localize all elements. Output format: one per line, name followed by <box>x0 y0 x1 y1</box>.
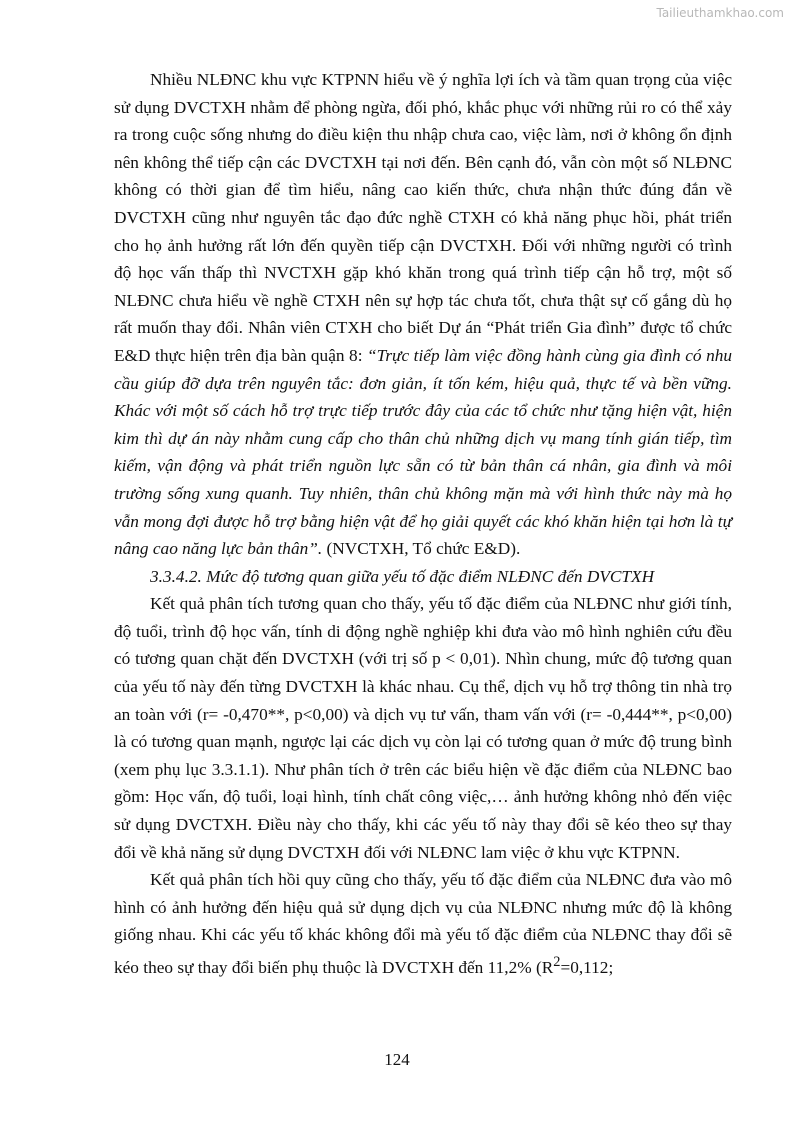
paragraph-3 <box>114 866 732 981</box>
watermark: Tailieuthamkhao.com <box>656 6 784 20</box>
paragraph-3-text: Kết quả phân tích hồi quy cũng cho thấy, yếu tố đặc điểm của NLĐNC đưa vào mô hình có ảnh hưởng đến hiệu quả sử dụng dịch vụ của NLĐNC nhưng mức độ là không giống nhau. Khi các yếu tố khác không đổi mà yếu tố đặc điểm của NLĐNC thay đổi sẽ kéo theo sự thay đổi biến phụ thuộc là DVCTXH đến 11,2% (R <box>114 870 732 977</box>
paragraph-1 <box>114 66 732 563</box>
paragraph-2: Kết quả phân tích tương quan cho thấy, yếu tố đặc điểm của NLĐNC như giới tính, độ tuổi, trình độ học vấn, tính di động nghề nghiệp khi đưa vào mô hình nghiên cứu đều có tương quan chặt đến DVCTXH (với trị số p < 0,01). Nhìn chung, mức độ tương quan của yếu tố này đến từng DVCTXH là khác nhau. Cụ thể, dịch vụ hỗ trợ thông tin nhà trọ an toàn với (r= -0,470**, p<0,00) và dịch vụ tư vấn, tham vấn với (r= -0,444**, p<0,00) là có tương quan mạnh, ngược lại các dịch vụ còn lại có tương quan ở mức độ trung bình (xem phụ lục 3.3.1.1). Như phân tích ở trên các biểu hiện về đặc điểm của NLĐNC bao gồm: Học vấn, độ tuổi, loại hình, tính chất công việc,… ảnh hưởng không nhỏ đến việc sử dụng DVCTXH. Điều này cho thấy, khi các yếu tố này thay đổi sẽ kéo theo sự thay đổi về khả năng sử dụng DVCTXH đối với NLĐNC lam việc ở khu vực KTPNN. <box>114 594 732 862</box>
paragraph-1-text: Nhiều NLĐNC khu vực KTPNN hiểu về ý nghĩa lợi ích và tầm quan trọng của việc sử dụng DVCTXH nhằm để phòng ngừa, đối phó, khắc phục với những rủi ro có thể xảy ra trong cuộc sống nhưng do điều kiện thu nhập chưa cao, việc làm, nơi ở không ổn định nên không thể tiếp cận các DVCTXH tại nơi đến. Bên cạnh đó, vẫn còn một số NLĐNC không có thời gian để tìm hiểu, nâng cao kiến thức, chưa nhận thức đúng đắn về DVCTXH cũng như nguyên tắc đạo đức nghề CTXH có khả năng phục hồi, phát triển cho họ ảnh hưởng rất lớn đến quyền tiếp cận DVCTXH. Đối với những người có trình độ học vấn thấp thì NVCTXH gặp khó khăn trong quá trình tiếp cận hỗ trợ, một số NLĐNC chưa hiểu về nghề CTXH nên sự hợp tác chưa tốt, chưa thật sự cố gắng dù họ rất muốn thay đổi. Nhân viên CTXH cho biết Dự án “Phát triển Gia đình” được tổ chức E&D thực hiện trên địa bàn quận 8: <box>114 70 732 365</box>
page-number: 124 <box>384 1050 410 1069</box>
section-heading: 3.3.4.2. Mức độ tương quan giữa yếu tố đặc điểm NLĐNC đến DVCTXH <box>150 566 655 586</box>
paragraph-3-tail: =0,112; <box>560 957 614 977</box>
document-body <box>114 66 732 981</box>
quote-citation: (NVCTXH, Tổ chức E&D). <box>322 539 521 559</box>
interview-quote: “Trực tiếp làm việc đồng hành cùng gia đình có nhu cầu giúp đỡ dựa trên nguyên tắc: đơn giản, ít tốn kém, hiệu quả, thực tế và bền vững. Khác với một số cách hỗ trợ trực tiếp trước đây của các tổ chức như tặng hiện vật, hiện kim thì dự án này nhằm cung cấp cho thân chủ những dịch vụ mang tính gián tiếp, tìm kiếm, vận động và phát triển nguồn lực sẵn có từ bản thân cá nhân, gia đình và môi trường sống xung quanh. Tuy nhiên, thân chủ không mặn mà với hình thức này mà họ vẫn mong đợi được hỗ trợ bằng hiện vật để họ giải quyết các khó khăn hiện tại hơn là tự nâng cao năng lực bản thân”. <box>114 345 732 559</box>
r-squared-superscript: 2 <box>553 954 561 970</box>
